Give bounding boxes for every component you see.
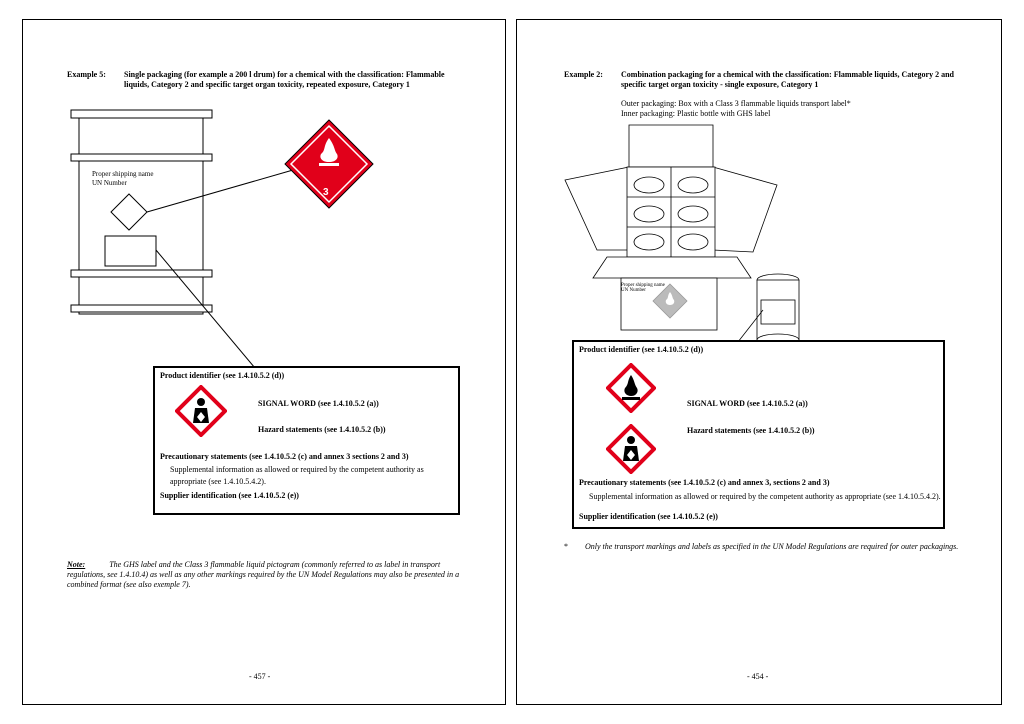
product-identifier: Product identifier (see 1.4.10.5.2 (d)) [160,371,285,380]
note [67,560,467,590]
note-label: Note: [67,560,86,569]
inner-packaging: Inner packaging: Plastic bottle with GHS label [621,109,771,118]
flammable-transport-label-icon [285,120,373,208]
page-number: - 457 - [249,672,271,681]
signal-word: SIGNAL WORD (see 1.4.10.5.2 (a)) [258,399,379,408]
product-identifier: Product identifier (see 1.4.10.5.2 (d)) [579,345,704,354]
left-page [22,19,506,705]
supplemental-info: Supplemental information as allowed or required by the competent authority as appropriate (see 1.4.10.5.4.2). [589,492,941,501]
drum-proper-shipping-name: Proper shipping name [92,170,154,178]
example-label: Example 5: [67,70,106,79]
signal-word: SIGNAL WORD (see 1.4.10.5.2 (a)) [687,399,808,408]
example-title: Combination packaging for a chemical with the classification: Flammable liquids, Category 2 and specific target organ toxicity - single exposure, Category 1 [621,70,954,89]
outer-packaging: Outer packaging: Box with a Class 3 flammable liquids transport label* [621,99,851,108]
note-text: The GHS label and the Class 3 flammable liquid pictogram (commonly referred to as label in transport regulations, see 1.4.10.4) as well as any other markings required by the UN Model Regulations may also be presented in a combined format (see also exemple 7). [67,560,460,589]
example-label: Example 2: [564,70,603,79]
drum-illustration [23,100,507,380]
health-hazard-pictogram-icon [606,424,656,474]
hazard-statements: Hazard statements (see 1.4.10.5.2 (b)) [258,425,386,434]
precautionary-statements: Precautionary statements (see 1.4.10.5.2 (c) and annex 3 sections 2 and 3) [160,452,409,461]
footnote-marker: * [564,542,568,551]
page-number: - 454 - [747,672,769,681]
transport-label-number: 3 [323,187,329,198]
supplemental-info-line2: appropriate (see 1.4.10.5.4.2). [170,477,266,486]
drum-un-number: UN Number [92,179,127,187]
precautionary-statements: Precautionary statements (see 1.4.10.5.2 (c) and annex 3, sections 2 and 3) [579,478,830,487]
supplier-identification: Supplier identification (see 1.4.10.5.2 (e)) [579,512,718,521]
supplemental-info-line1: Supplemental information as allowed or required by the competent authority as [170,465,424,474]
example-title: Single packaging (for example a 200 l drum) for a chemical with the classification: Flammable liquids, Category 2 and specific target organ toxicity, repeated exposure, Category 1 [124,70,445,89]
ghs-label-box [153,366,460,515]
flame-pictogram-icon [606,363,656,413]
supplier-identification: Supplier identification (see 1.4.10.5.2 (e)) [160,491,299,500]
footnote-text: Only the transport markings and labels as specified in the UN Model Regulations are required for outer packagings. [585,542,959,551]
hazard-statements: Hazard statements (see 1.4.10.5.2 (b)) [687,426,815,435]
ghs-label-box [572,340,945,529]
right-page [516,19,1002,705]
box-un-number: UN Number [621,288,646,293]
box-illustration [517,120,1003,360]
box-proper-shipping-name: Proper shipping name [621,283,665,288]
health-hazard-pictogram-icon [175,385,227,437]
